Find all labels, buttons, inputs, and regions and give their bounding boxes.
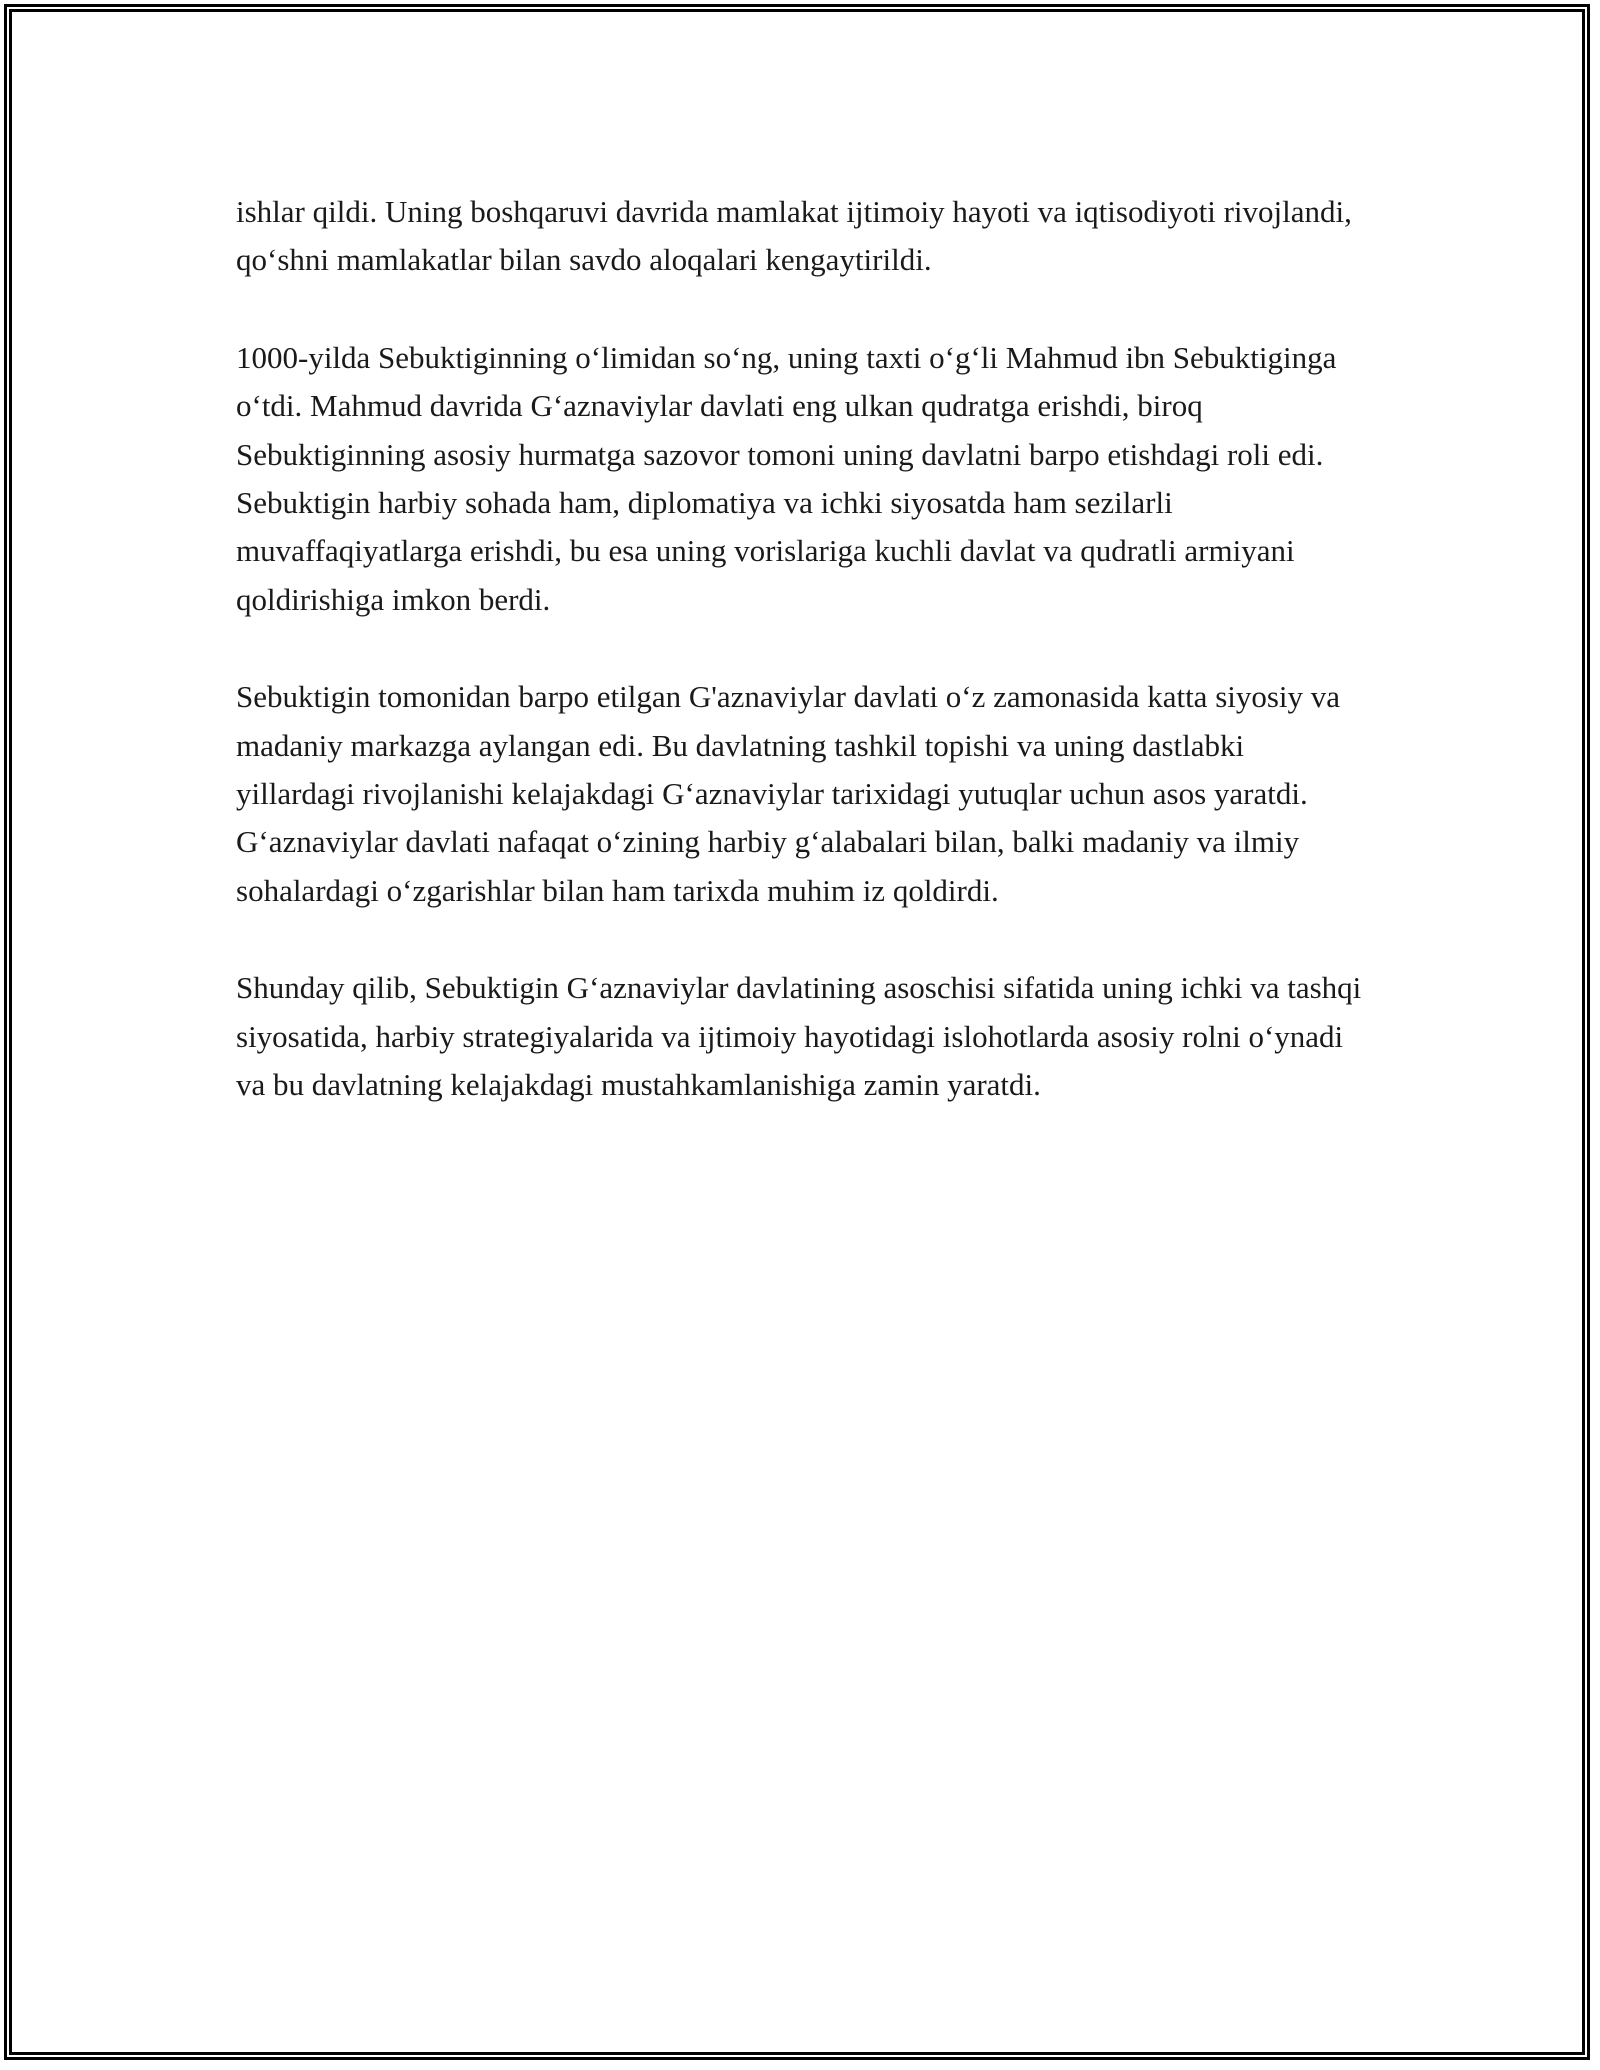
document-body <box>236 188 1368 1159</box>
paragraph-2: 1000-yilda Sebuktiginning o‘limidan so‘ng, uning taxti o‘g‘li Mahmud ibn Sebuktiginga o‘tdi. Mahmud davrida G‘aznaviylar davlati eng ulkan qudratga erishdi, biroq Sebuktiginning asosiy hurmatga sazovor tomoni uning davlatni barpo etishdagi roli edi. Sebuktigin harbiy sohada ham, diplomatiya va ichki siyosatda ham sezilarli muvaffaqiyatlarga erishdi, bu esa uning vorislariga kuchli davlat va qudratli armiyani qoldirishiga imkon berdi. <box>236 339 1337 617</box>
paragraph-1: ishlar qildi. Uning boshqaruvi davrida mamlakat ijtimoiy hayoti va iqtisodiyoti rivojlandi, qo‘shni mamlakatlar bilan savdo aloqalari kengaytirildi. <box>236 194 1352 278</box>
paragraph-3: Sebuktigin tomonidan barpo etilgan G'aznaviylar davlati o‘z zamonasida katta siyosiy va madaniy markazga aylangan edi. Bu davlatning tashkil topishi va uning dastlabki yillardagi rivojlanishi kelajakdagi G‘aznaviylar tarixidagi yutuqlar uchun asos yaratdi. G‘aznaviylar davlati nafaqat o‘zining harbiy g‘alabalari bilan, balki madaniy va ilmiy sohalardagi o‘zgarishlar bilan ham tarixda muhim iz qoldirdi. <box>236 679 1341 908</box>
paragraph-4: Shunday qilib, Sebuktigin G‘aznaviylar davlatining asoschisi sifatida uning ichki va tashqi siyosatida, harbiy strategiyalarida va ijtimoiy hayotidagi islohotlarda asosiy rolni o‘ynadi va bu davlatning kelajakdagi mustahkamlanishiga zamin yaratdi. <box>236 970 1362 1103</box>
